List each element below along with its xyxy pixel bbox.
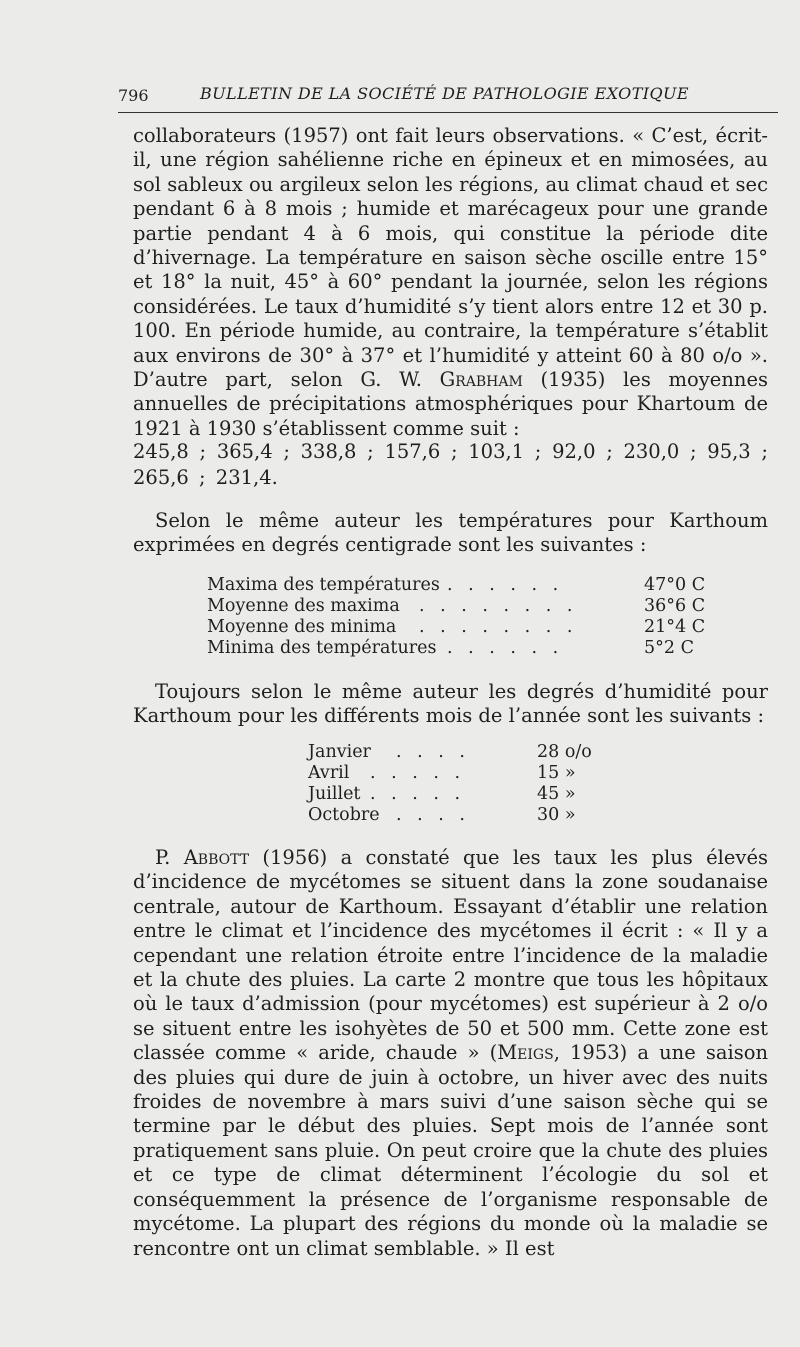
temperature-table <box>207 575 707 659</box>
table-row <box>207 638 707 659</box>
leader-dots: . . . . . . . . <box>419 617 578 637</box>
author-name: Grabham <box>439 368 523 392</box>
leader-dots: . . . . . <box>370 784 466 804</box>
leader-dots: . . . . . . <box>447 638 564 658</box>
humidity-table <box>308 742 628 826</box>
row-value: 45 » <box>537 784 576 804</box>
row-label: Minima des températures <box>207 638 437 658</box>
table-row <box>308 763 628 784</box>
row-value: 15 » <box>537 763 576 783</box>
leader-dots: . . . . . . <box>447 575 564 595</box>
table-row <box>207 596 707 617</box>
running-title: BULLETIN DE LA SOCIÉTÉ DE PATHOLOGIE EXOTIQUE <box>200 84 689 103</box>
author-name: Meigs <box>497 1041 554 1065</box>
paragraph-text: collaborateurs (1957) ont fait leurs observations. « C’est, écrit-il, une région sahélienne riche en épineux et en mimosées, au sol sableux ou argileux selon les régions, au climat chaud et sec pendant 6 à 8 mois ; humide et marécageux pour une grande partie pendant 4 à 6 mois, qui constitue la période dite d’hivernage. La température en saison sèche oscille entre 15° et 18° la nuit, 45° à 60° pendant la journée, selon les régions considérées. Le taux d’humidité s’y tient alors entre 12 et 30 p. 100. En période humide, au contraire, la température s’établit aux environs de 30° à 37° et l’humidité y atteint 60 à 80 o/o ». D’autre part, selon G. W. <box>133 124 768 392</box>
row-label: Janvier <box>308 742 371 762</box>
leader-dots: . . . . . <box>370 763 466 783</box>
row-value: 28 o/o <box>537 742 592 762</box>
row-value: 36°6 C <box>644 596 706 616</box>
author-name: Abbott <box>183 846 250 869</box>
paragraph-text: (1956) a constaté que les taux les plus élevés d’incidence de mycétomes se situent dans la zone soudanaise centrale, autour de Karthoum. Essayant d’établir une relation entre le climat et l’incidence des mycétomes il écrit : « Il y a cependant une relation étroite entre l’incidence de la maladie et la chute des pluies. La carte 2 montre que tous les hôpitaux où le taux d’admission (pour mycétomes) est supérieur à 2 o/o se situent entre les isohyètes de 50 et 500 mm. Cette zone est classée comme « aride, chaude » ( <box>133 846 768 1065</box>
row-value: 5°2 C <box>644 638 694 658</box>
running-header <box>118 78 778 113</box>
table-row <box>207 617 707 638</box>
paragraph-text: P. <box>155 846 184 869</box>
row-label: Avril <box>308 763 350 783</box>
leader-dots: . . . . <box>396 805 470 825</box>
row-label: Moyenne des minima <box>207 617 397 637</box>
table-row <box>308 805 628 826</box>
page-number: 796 <box>118 86 149 105</box>
row-label: Octobre <box>308 805 380 825</box>
rainfall-values: 245,8 ; 365,4 ; 338,8 ; 157,6 ; 103,1 ; 92,0 ; 230,0 ; 95,3 ; 265,6 ; 231,4. <box>133 440 768 489</box>
row-label: Maxima des températures <box>207 575 440 595</box>
paragraph-humidity-intro: Toujours selon le même auteur les degrés d’humidité pour Karthoum pour les différents mois de l’année sont les suivants : <box>133 680 768 728</box>
row-value: 47°0 C <box>644 575 706 595</box>
row-label: Moyenne des maxima <box>207 596 400 616</box>
paragraph-abbott <box>133 846 768 1261</box>
paragraph-text: , 1953) a une saison des pluies qui dure de juin à octobre, un hiver avec des nuits froides de novembre à mars suivi d’une saison sèche qui se termine par le début des pluies. Sept mois de l’année sont pratiquement sans pluie. On peut croire que la chute des pluies et ce type de climat déterminent l’écologie du sol et conséquemment la présence de l’organisme responsable de mycétome. La plupart des régions du monde où la maladie se rencontre ont un climat semblable. » Il est <box>133 1041 769 1260</box>
table-row <box>308 742 628 763</box>
leader-dots: . . . . <box>396 742 470 762</box>
table-row <box>308 784 628 805</box>
table-row <box>207 575 707 596</box>
paragraph-temperatures-intro: Selon le même auteur les températures pour Karthoum exprimées en degrés centigrade sont les suivantes : <box>133 509 768 557</box>
row-value: 30 » <box>537 805 576 825</box>
row-value: 21°4 C <box>644 617 706 637</box>
row-label: Juillet <box>308 784 361 804</box>
leader-dots: . . . . . . . . <box>419 596 578 616</box>
paragraph-text: (1935) les moyennes annuelles de précipitations atmosphériques pour Khartoum de 1921 à 1930 s’établissent comme suit : <box>133 368 768 440</box>
paragraph-observations <box>133 124 768 441</box>
